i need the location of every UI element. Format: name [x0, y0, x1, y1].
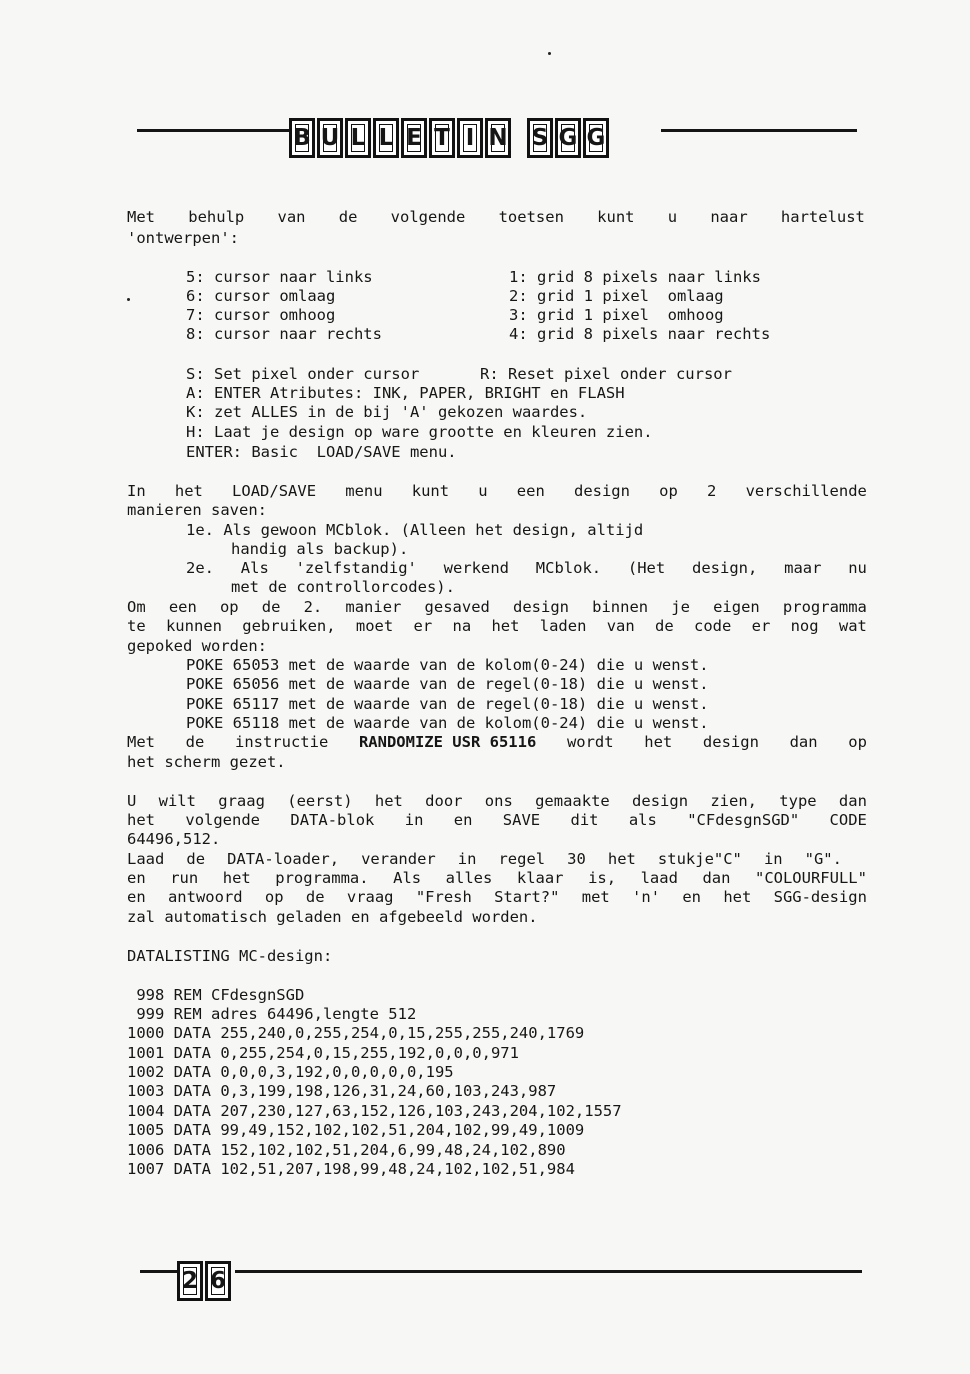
word: hartelust [780, 208, 865, 226]
title-tile [401, 118, 427, 158]
poke-line-1: POKE 65053 met de waarde van de kolom(0-24) die u wenst. [186, 656, 709, 674]
word: het [174, 482, 203, 500]
word: is, [588, 869, 617, 887]
tile-letter: 6 [209, 1267, 226, 1294]
word: Als [393, 869, 422, 887]
word: in [404, 811, 424, 829]
word: het [644, 733, 673, 751]
listing-line: 1002 DATA 0,0,0,3,192,0,0,0,0,0,195 [127, 1063, 454, 1081]
word: (Het [627, 559, 666, 577]
usage-line-5: het scherm gezet. [127, 753, 286, 771]
word: dit [570, 811, 599, 829]
word: op [848, 733, 867, 751]
loadsave-line-1 [127, 482, 867, 501]
masthead-title [289, 118, 609, 158]
word: te [127, 617, 146, 635]
demo-line-2 [127, 811, 867, 830]
word: design [632, 792, 689, 810]
word: wordt [566, 733, 614, 751]
word: de [185, 733, 205, 751]
key-a: A: ENTER Atributes: INK, PAPER, BRIGHT en FLASH [186, 384, 625, 402]
word: dan [789, 733, 818, 751]
title-tile [289, 118, 315, 158]
loadsave-item-2b: met de controllorcodes). [231, 578, 455, 596]
word: met [581, 888, 610, 906]
word: LOAD/SAVE [232, 482, 317, 500]
word: 30 [567, 850, 586, 868]
word: kunt [411, 482, 450, 500]
loadsave-item-1a: 1e. Als gewoon MCblok. (Alleen het design, altijd [186, 521, 644, 539]
title-tile [583, 118, 609, 158]
word: 'zelfstandig' [295, 559, 417, 577]
word: in [763, 850, 783, 868]
word: gebruiken, [242, 617, 336, 635]
word: wat [838, 617, 867, 635]
word: 2e. [186, 559, 214, 577]
word: Laad [127, 850, 165, 868]
word: je [671, 598, 690, 616]
word: stukje"C" [657, 850, 742, 868]
word: een [516, 482, 545, 500]
word: 2 [707, 482, 717, 500]
word: u [478, 482, 488, 500]
word: Met [127, 733, 155, 751]
poke-line-3: POKE 65117 met de waarde van de regel(0-18) die u wenst. [186, 695, 709, 713]
word: na [452, 617, 472, 635]
word: wilt [158, 792, 196, 810]
word: de [305, 888, 325, 906]
key-8: 8: cursor naar rechts [186, 325, 382, 343]
word: werkend [443, 559, 509, 577]
word: In [127, 482, 146, 500]
demo-line-1 [127, 792, 867, 811]
word: volgende [185, 811, 261, 829]
footer-rule-left [140, 1270, 177, 1273]
tile-letter: I [465, 124, 475, 151]
word: CODE [829, 811, 867, 829]
word: in [457, 850, 477, 868]
demo-line-5 [127, 869, 867, 888]
word: ons [484, 792, 513, 810]
key-2: 2: grid 1 pixel omlaag [509, 287, 724, 305]
word: design, [692, 559, 758, 577]
word: vraag [346, 888, 394, 906]
usage-line-1 [127, 598, 867, 617]
word: SAVE [502, 811, 541, 829]
word: Als [240, 559, 269, 577]
poke-line-2: POKE 65056 met de waarde van de regel(0-18) die u wenst. [186, 675, 709, 693]
word: eigen [713, 598, 760, 616]
key-5: 5: cursor naar links [186, 268, 373, 286]
key-r: R: Reset pixel onder cursor [480, 365, 732, 383]
word: "Fresh [415, 888, 472, 906]
word: de [261, 598, 281, 616]
intro-line-2: 'ontwerpen': [127, 229, 239, 247]
word: op [264, 888, 284, 906]
word: er [751, 617, 771, 635]
usage-line-3: gepoked worden: [127, 637, 267, 655]
loadsave-line-2: manieren saven: [127, 501, 267, 519]
usage-line-4 [127, 733, 867, 752]
word: kunnen [165, 617, 222, 635]
listing-line: 998 REM CFdesgnSGD [127, 986, 305, 1004]
page-number [177, 1261, 231, 1301]
word: U [127, 792, 137, 810]
word: van [277, 208, 306, 226]
word: naar [710, 208, 748, 226]
word: alles [445, 869, 493, 887]
word: het [374, 792, 403, 810]
word: verander [361, 850, 436, 868]
listing-line: 1006 DATA 152,102,102,51,204,6,99,48,24,102,890 [127, 1141, 566, 1159]
word: menu [345, 482, 383, 500]
word: RANDOMIZE USR 65116 [358, 733, 537, 751]
word: design [513, 598, 569, 616]
word: type [779, 792, 817, 810]
word: MCblok. [535, 559, 602, 577]
word: het [491, 617, 520, 635]
footer-rule-right [235, 1270, 862, 1273]
key-3: 3: grid 1 pixel omhoog [509, 306, 724, 324]
word: manier [345, 598, 402, 616]
tile-letter: L [350, 124, 366, 151]
tile-letter: E [406, 124, 422, 151]
key-h: H: Laat je design op ware grootte en kleuren zien. [186, 423, 653, 441]
word: (eerst) [287, 792, 353, 810]
word: Start?" [494, 888, 560, 906]
word: op [659, 482, 678, 500]
listing-heading: DATALISTING MC-design: [127, 947, 333, 965]
word: en [127, 869, 146, 887]
word: DATA-loader, [227, 850, 340, 868]
title-tile [317, 118, 343, 158]
word: nu [848, 559, 867, 577]
word: behulp [188, 208, 245, 226]
word: moet [355, 617, 394, 635]
word: dan [838, 792, 867, 810]
word: 2. [303, 598, 323, 616]
key-enter: ENTER: Basic LOAD/SAVE menu. [186, 443, 457, 461]
key-k: K: zet ALLES in de bij 'A' gekozen waardes. [186, 403, 588, 421]
listing-line: 1001 DATA 0,255,254,0,15,255,192,0,0,0,971 [127, 1044, 519, 1062]
word: instructie [234, 733, 329, 751]
word: graag [218, 792, 265, 810]
word: u [667, 208, 678, 226]
title-tile [429, 118, 455, 158]
tile-letter: G [558, 124, 578, 151]
word: laad [640, 869, 678, 887]
word: van [606, 617, 635, 635]
word: 'n' [632, 888, 661, 906]
header-rule-right [661, 129, 857, 132]
listing-line: 1004 DATA 207,230,127,63,152,126,103,243,204,102,1557 [127, 1102, 622, 1120]
listing-line: 1000 DATA 255,240,0,255,254,0,15,255,255,240,1769 [127, 1024, 585, 1042]
tile-letter: G [586, 124, 606, 151]
word: kunt [597, 208, 635, 226]
word: programma [782, 598, 867, 616]
word: design [702, 733, 759, 751]
word: regel [498, 850, 546, 868]
demo-line-3: 64496,512. [127, 830, 221, 848]
key-7: 7: cursor omhoog [186, 306, 336, 324]
usage-line-2 [127, 617, 867, 636]
word: en [453, 811, 473, 829]
word: code [693, 617, 732, 635]
word: door [425, 792, 463, 810]
title-tile [527, 118, 553, 158]
word: een [168, 598, 197, 616]
word: het [127, 811, 155, 829]
word: gesaved [424, 598, 490, 616]
tile-letter: S [531, 124, 549, 151]
header-rule-left [137, 129, 289, 132]
tile-letter: T [434, 124, 450, 151]
tile-letter: U [320, 124, 340, 151]
word: "G". [804, 850, 842, 868]
word: gemaakte [535, 792, 610, 810]
word: op [219, 598, 239, 616]
demo-line-7: zal automatisch geladen en afgebeeld worden. [127, 908, 538, 926]
listing-line: 1007 DATA 102,51,207,198,99,48,24,102,102,51,984 [127, 1160, 575, 1178]
title-tile [345, 118, 371, 158]
word: antwoord [167, 888, 243, 906]
top-speck [548, 52, 551, 55]
title-tile [373, 118, 399, 158]
word: het [723, 888, 752, 906]
word: Om [127, 598, 146, 616]
word: zien, [710, 792, 757, 810]
word: er [413, 617, 433, 635]
word: binnen [592, 598, 649, 616]
listing-line: 1003 DATA 0,3,199,198,126,31,24,60,103,243,987 [127, 1082, 557, 1100]
word: DATA-blok [290, 811, 375, 829]
word: als [628, 811, 657, 829]
word: design [573, 482, 630, 500]
title-tile [485, 118, 511, 158]
intro-line-1 [127, 208, 865, 227]
word: volgende [390, 208, 466, 226]
tile-letter: 2 [181, 1267, 198, 1294]
loadsave-item-1b: handig als backup). [231, 540, 409, 558]
listing-line: 1005 DATA 99,49,152,102,102,51,204,102,99,49,1009 [127, 1121, 585, 1139]
word: het [607, 850, 636, 868]
demo-line-6 [127, 888, 867, 907]
word: het [222, 869, 251, 887]
title-tile [205, 1261, 231, 1301]
tile-letter: L [378, 124, 394, 151]
word: de [655, 617, 674, 635]
word: maar [784, 559, 822, 577]
key-6: 6: cursor omlaag [186, 287, 336, 305]
word: de [338, 208, 358, 226]
word: Met [127, 208, 155, 226]
key-4: 4: grid 8 pixels naar rechts [509, 325, 771, 343]
word: dan [702, 869, 731, 887]
word: SGG-design [773, 888, 867, 906]
word: klaar [516, 869, 564, 887]
loadsave-item-2a [186, 559, 867, 578]
word: laden [539, 617, 587, 635]
listing-line: 999 REM adres 64496,lengte 512 [127, 1005, 417, 1023]
poke-line-4: POKE 65118 met de waarde van de kolom(0-24) die u wenst. [186, 714, 709, 732]
title-tile [555, 118, 581, 158]
word: en [127, 888, 146, 906]
word: en [682, 888, 702, 906]
word: de [186, 850, 206, 868]
word: "CFdesgnSGD" [687, 811, 800, 829]
word: run [170, 869, 199, 887]
stray-dot [127, 298, 130, 301]
title-tile [177, 1261, 203, 1301]
word: nog [790, 617, 819, 635]
word: verschillende [745, 482, 867, 500]
word: toetsen [498, 208, 564, 226]
tile-letter: B [293, 124, 311, 151]
demo-line-4 [127, 850, 842, 869]
word: programma. [275, 869, 369, 887]
tile-letter: N [488, 124, 508, 151]
key-s: S: Set pixel onder cursor [186, 365, 420, 383]
title-tile [457, 118, 483, 158]
key-1: 1: grid 8 pixels naar links [509, 268, 761, 286]
word: "COLOURFULL" [754, 869, 867, 887]
